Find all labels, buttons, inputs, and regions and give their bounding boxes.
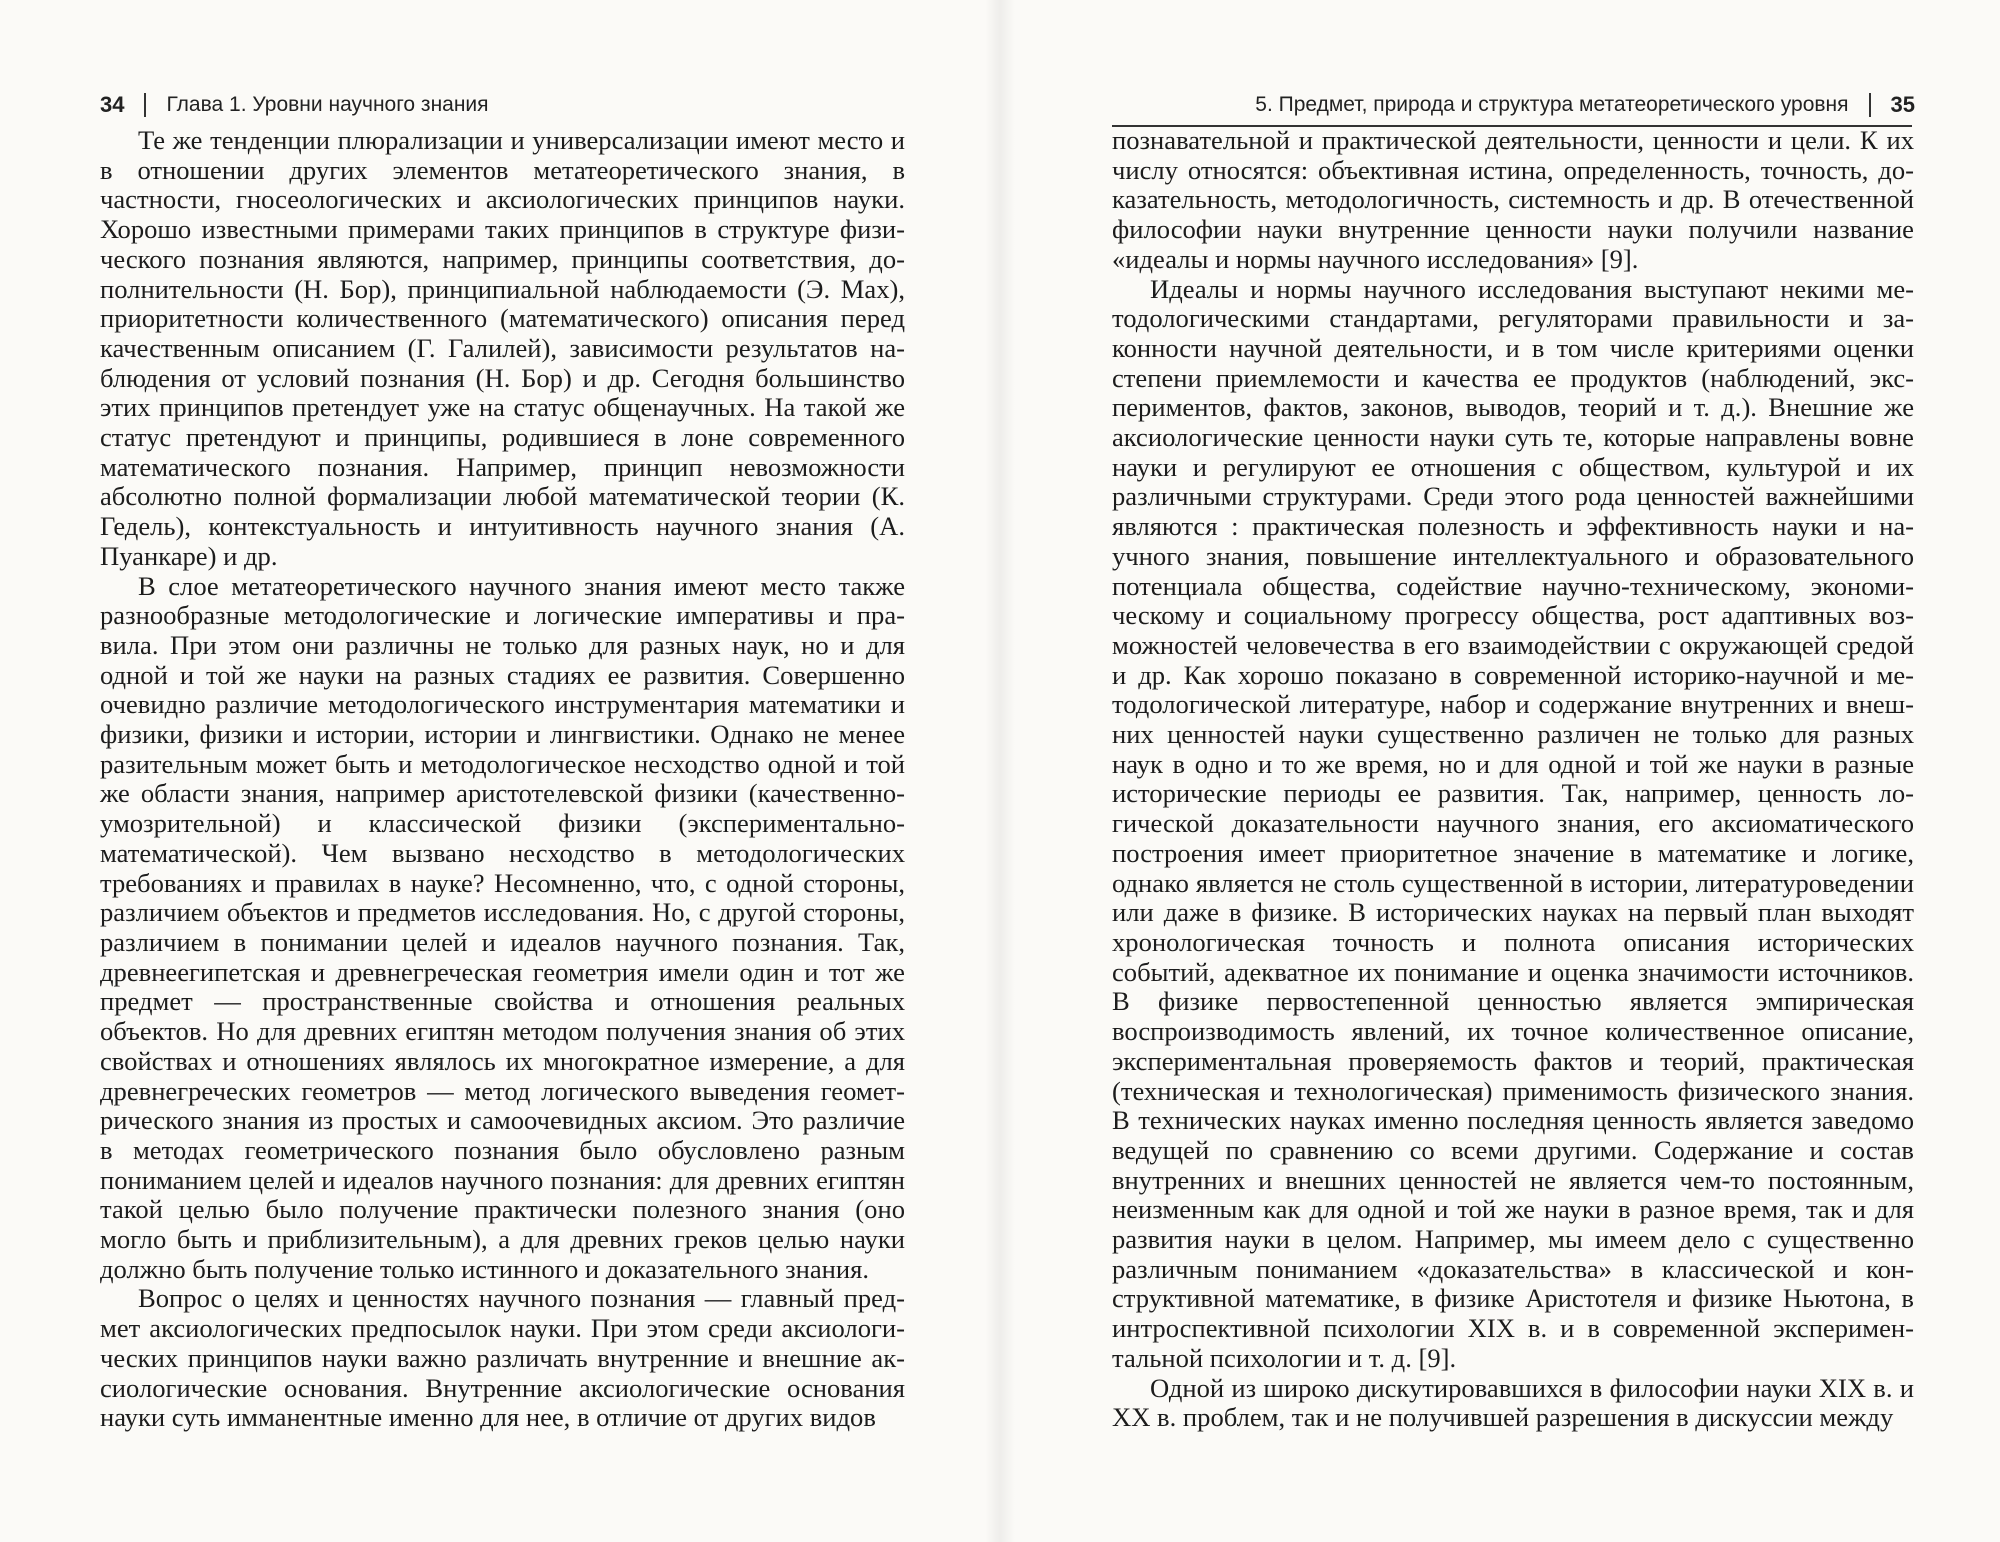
right-running-header bbox=[1255, 92, 1915, 118]
right-page bbox=[1000, 0, 2000, 1542]
paragraph: Те же тенденции плюрализации и универсализации имеют место и в отношении других элементов метатеоретического знания, в частности, гносеологических и аксиологических принципов науки. Хорошо известными примерами таких принципов в структуре физического познания являются, например, принципы соответствия, дополнительности (Н. Бор), принципиальной наблюдаемости (Э. Мах), приоритетности количественного (математического) описания перед качественным описанием (Г. Галилей), зависимости результатов наблюдения от условий познания (Н. Бор) и др. Сегодня большинство этих принципов претендует уже на статус общенаучных. На такой же статус претендуют и принципы, родившиеся в лоне современного математического познания. Например, принцип невозможности абсолютно полной формализации любой математической теории (К. Гедель), контекстуальность и интуитивность научного знания (А. Пуанкаре) и др. bbox=[100, 125, 905, 571]
paragraph: Одной из широко дискутировавшихся в философии науки XIX в. и XX в. проблем, так и не получившей разрешения в дискуссии между bbox=[1112, 1372, 1914, 1433]
left-running-head-title: Глава 1. Уровни научного знания bbox=[166, 93, 489, 116]
header-divider bbox=[144, 93, 146, 117]
paragraph: познавательной и практической деятельности, ценности и цели. К их числу относятся: объективная истина, определенность, точность, доказательность, методологичность, системность и др. В отечественной философии науки внутренние ценности науки получили название «идеалы и нормы научного исследования» [9]. bbox=[1112, 125, 1914, 274]
left-running-header bbox=[100, 92, 489, 118]
paragraph: В слое метатеоретического научного знания имеют место также разнообразные методологические и логические императивы и правила. При этом они различны не только для разных наук, но и для одной и той же науки на разных стадиях ее развития. Совершенно очевидно различие методологического инструментария математики и физики, физики и истории, истории и лингвистики. Однако не менее разительным может быть и методологическое несходство одной и той же области знания, например аристотелевской физики (качественно-умозрительной) и классической физики (экспериментально-математической). Чем вызвано несходство в методологических требованиях и правилах в науке? Несомненно, что, с одной стороны, различием объектов и предметов исследования. Но, с другой стороны, различием в понимании целей и идеалов научного познания. Так, древнеегипетская и древнегреческая геометрия имели один и тот же предмет — пространственные свойства и отношения реальных объектов. Но для древних египтян методом получения знания об этих свойствах и отношениях являлось их многократное измерение, а для древнегреческих геометров — метод логического выведения геометрического знания из простых и самоочевидных аксиом. Это различие в методах геометрического познания было обусловлено разным пониманием целей и идеалов научного познания: для древних египтян такой целью было получение практически полезного знания (оно могло быть и приблизительным), а для древних греков целью науки должно быть получение только истинного и доказательного знания. bbox=[100, 570, 905, 1284]
header-divider bbox=[1869, 93, 1871, 117]
paragraph: Вопрос о целях и ценностях научного познания — главный предмет аксиологических предпосылок науки. При этом среди аксиологических принципов науки важно различать внутренние и внешние аксиологические основания. Внутренние аксиологические основания науки суть имманентные именно для нее, в отличие от других видов bbox=[100, 1283, 905, 1433]
book-gutter bbox=[985, 0, 1015, 1542]
right-running-head-title: 5. Предмет, природа и структура метатеоретического уровня bbox=[1255, 93, 1849, 116]
paragraph: Идеалы и нормы научного исследования выступают некими методологическими стандартами, регуляторами правильности и законности научной деятельности, и в том числе критериями оценки степени приемлемости и качества ее продуктов (наблюдений, экспериментов, фактов, законов, выводов, теорий и т. д.). Внешние же аксиологические ценности науки суть те, которые направлены вовне науки и регулируют ее отношения с обществом, культурой и их различными структурами. Среди этого рода ценностей важнейшими являются : практическая полезность и эффективность науки и научного знания, повышение интеллектуального и образовательного потенциала общества, содействие научно-техническому, экономическому и социальному прогрессу общества, рост адаптивных возможностей человечества в его взаимодействии с окружающей средой и др. Как хорошо показано в современной историко-научной и методологической литературе, набор и содержание внутренних и внешних ценностей науки существенно различен не только для разных наук в одно и то же время, но и для одной и той же науки в разные исторические периоды ее развития. Так, например, ценность логической доказательности научного знания, его аксиоматического построения имеет приоритетное значение в математике и логике, однако является не столь существенной в истории, литературоведении или даже в физике. В исторических науках на первый план выходят хронологическая точность и полнота описания исторических событий, адекватное их понимание и оценка значимости источников. В физике первостепенной ценностью является эмпирическая воспроизводимость явлений, их точное количественное описание, экспериментальная проверяемость фактов и теорий, практическая (техническая и технологическая) применимость физического знания. В технических науках именно последняя ценность является заведомо ведущей по сравнению со всеми другими. Содержание и состав внутренних и внешних ценностей не является чем-то постоянным, неизменным как для одной и той же науки в разное время, так и для развития науки в целом. Например, мы имеем дело с существенно различным пониманием «доказательства» в классической и конструктивной математике, в физике Аристотеля и физике Ньютона, в интроспективной психологии XIX в. и в современной экспериментальной психологии и т. д. [9]. bbox=[1112, 273, 1914, 1373]
right-page-number: 35 bbox=[1890, 92, 1915, 117]
right-body-text bbox=[1112, 126, 1914, 1433]
left-page-number: 34 bbox=[100, 92, 125, 117]
left-body-text bbox=[100, 126, 905, 1433]
